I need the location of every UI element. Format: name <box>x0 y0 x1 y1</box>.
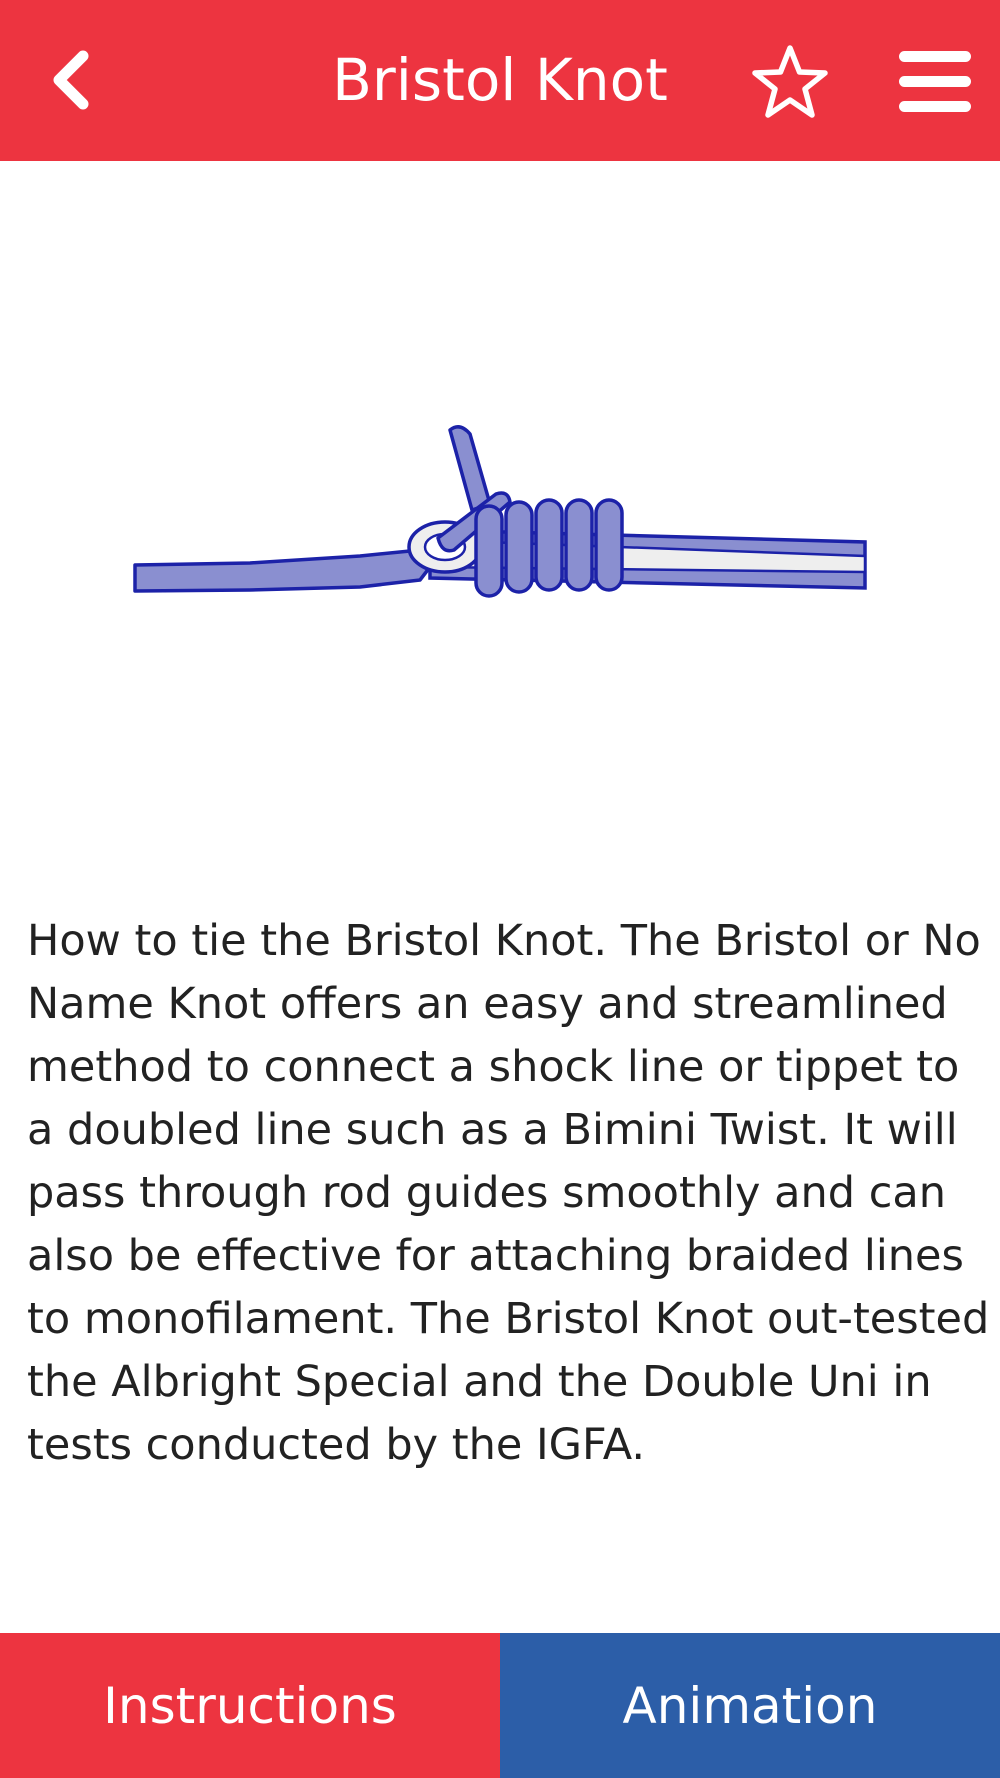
instructions-tab[interactable]: Instructions <box>0 1633 500 1778</box>
knot-description: How to tie the Bristol Knot. The Bristol or No Name Knot offers an easy and streamlined method to connect a shock line or tippet to a doubled line such as a Bimini Twist. It will pass through rod guides smoothly and can also be effective for attaching braided lines to monofilament. The Bristol Knot out-tested the Albright Special and the Double Uni in tests conducted by the IGFA. <box>27 916 990 1470</box>
page-title: Bristol Knot <box>332 46 668 114</box>
hamburger-menu-icon <box>897 49 973 115</box>
back-button[interactable] <box>26 32 116 128</box>
bottom-tab-bar <box>0 1633 1000 1778</box>
menu-button[interactable] <box>884 34 986 130</box>
favorite-button[interactable] <box>740 34 840 130</box>
animation-tab[interactable]: Animation <box>500 1633 1000 1778</box>
knot-illustration <box>130 420 870 600</box>
app-bar <box>0 0 1000 161</box>
star-outline-icon <box>751 44 829 120</box>
chevron-left-icon <box>47 48 95 112</box>
